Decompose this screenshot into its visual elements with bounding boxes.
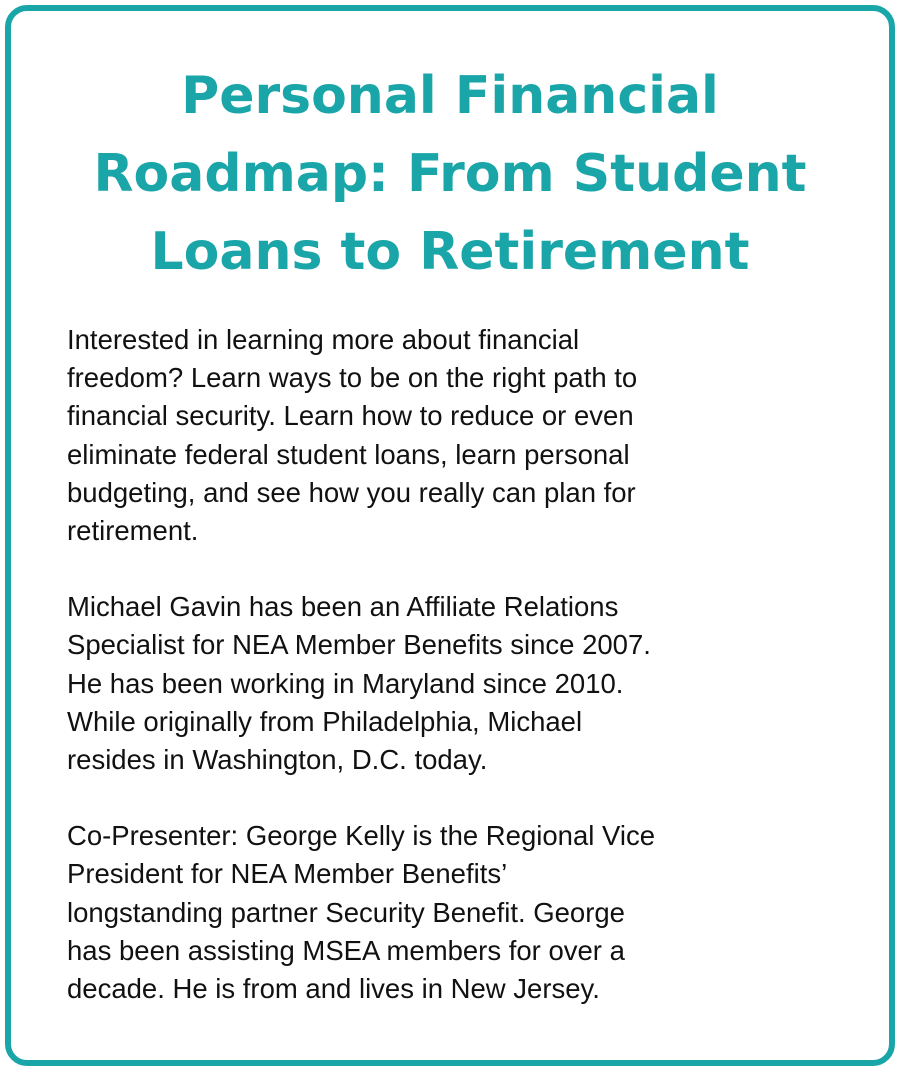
description-body [67, 321, 857, 1046]
co-presenter-bio-paragraph: Co-Presenter: George Kelly is the Regional Vice President for NEA Member Benefits’ longstanding partner Security Benefit. George has been assisting MSEA members for over a decade. He is from and lives in New Jersey. [67, 820, 655, 1005]
intro-paragraph: Interested in learning more about financial freedom? Learn ways to be on the right path to financial security. Learn how to reduce or even eliminate federal student loans, learn personal budgeting, and see how you really can plan for retirement. [67, 324, 638, 547]
info-card [5, 5, 895, 1066]
presenter-bio-paragraph: Michael Gavin has been an Affiliate Relations Specialist for NEA Member Benefits since 2007. He has been working in Maryland since 2010. While originally from Philadelphia, Michael resides in Washington, D.C. today. [67, 591, 651, 776]
page-title: Personal Financial Roadmap: From Student Loans to Retirement [93, 66, 807, 282]
